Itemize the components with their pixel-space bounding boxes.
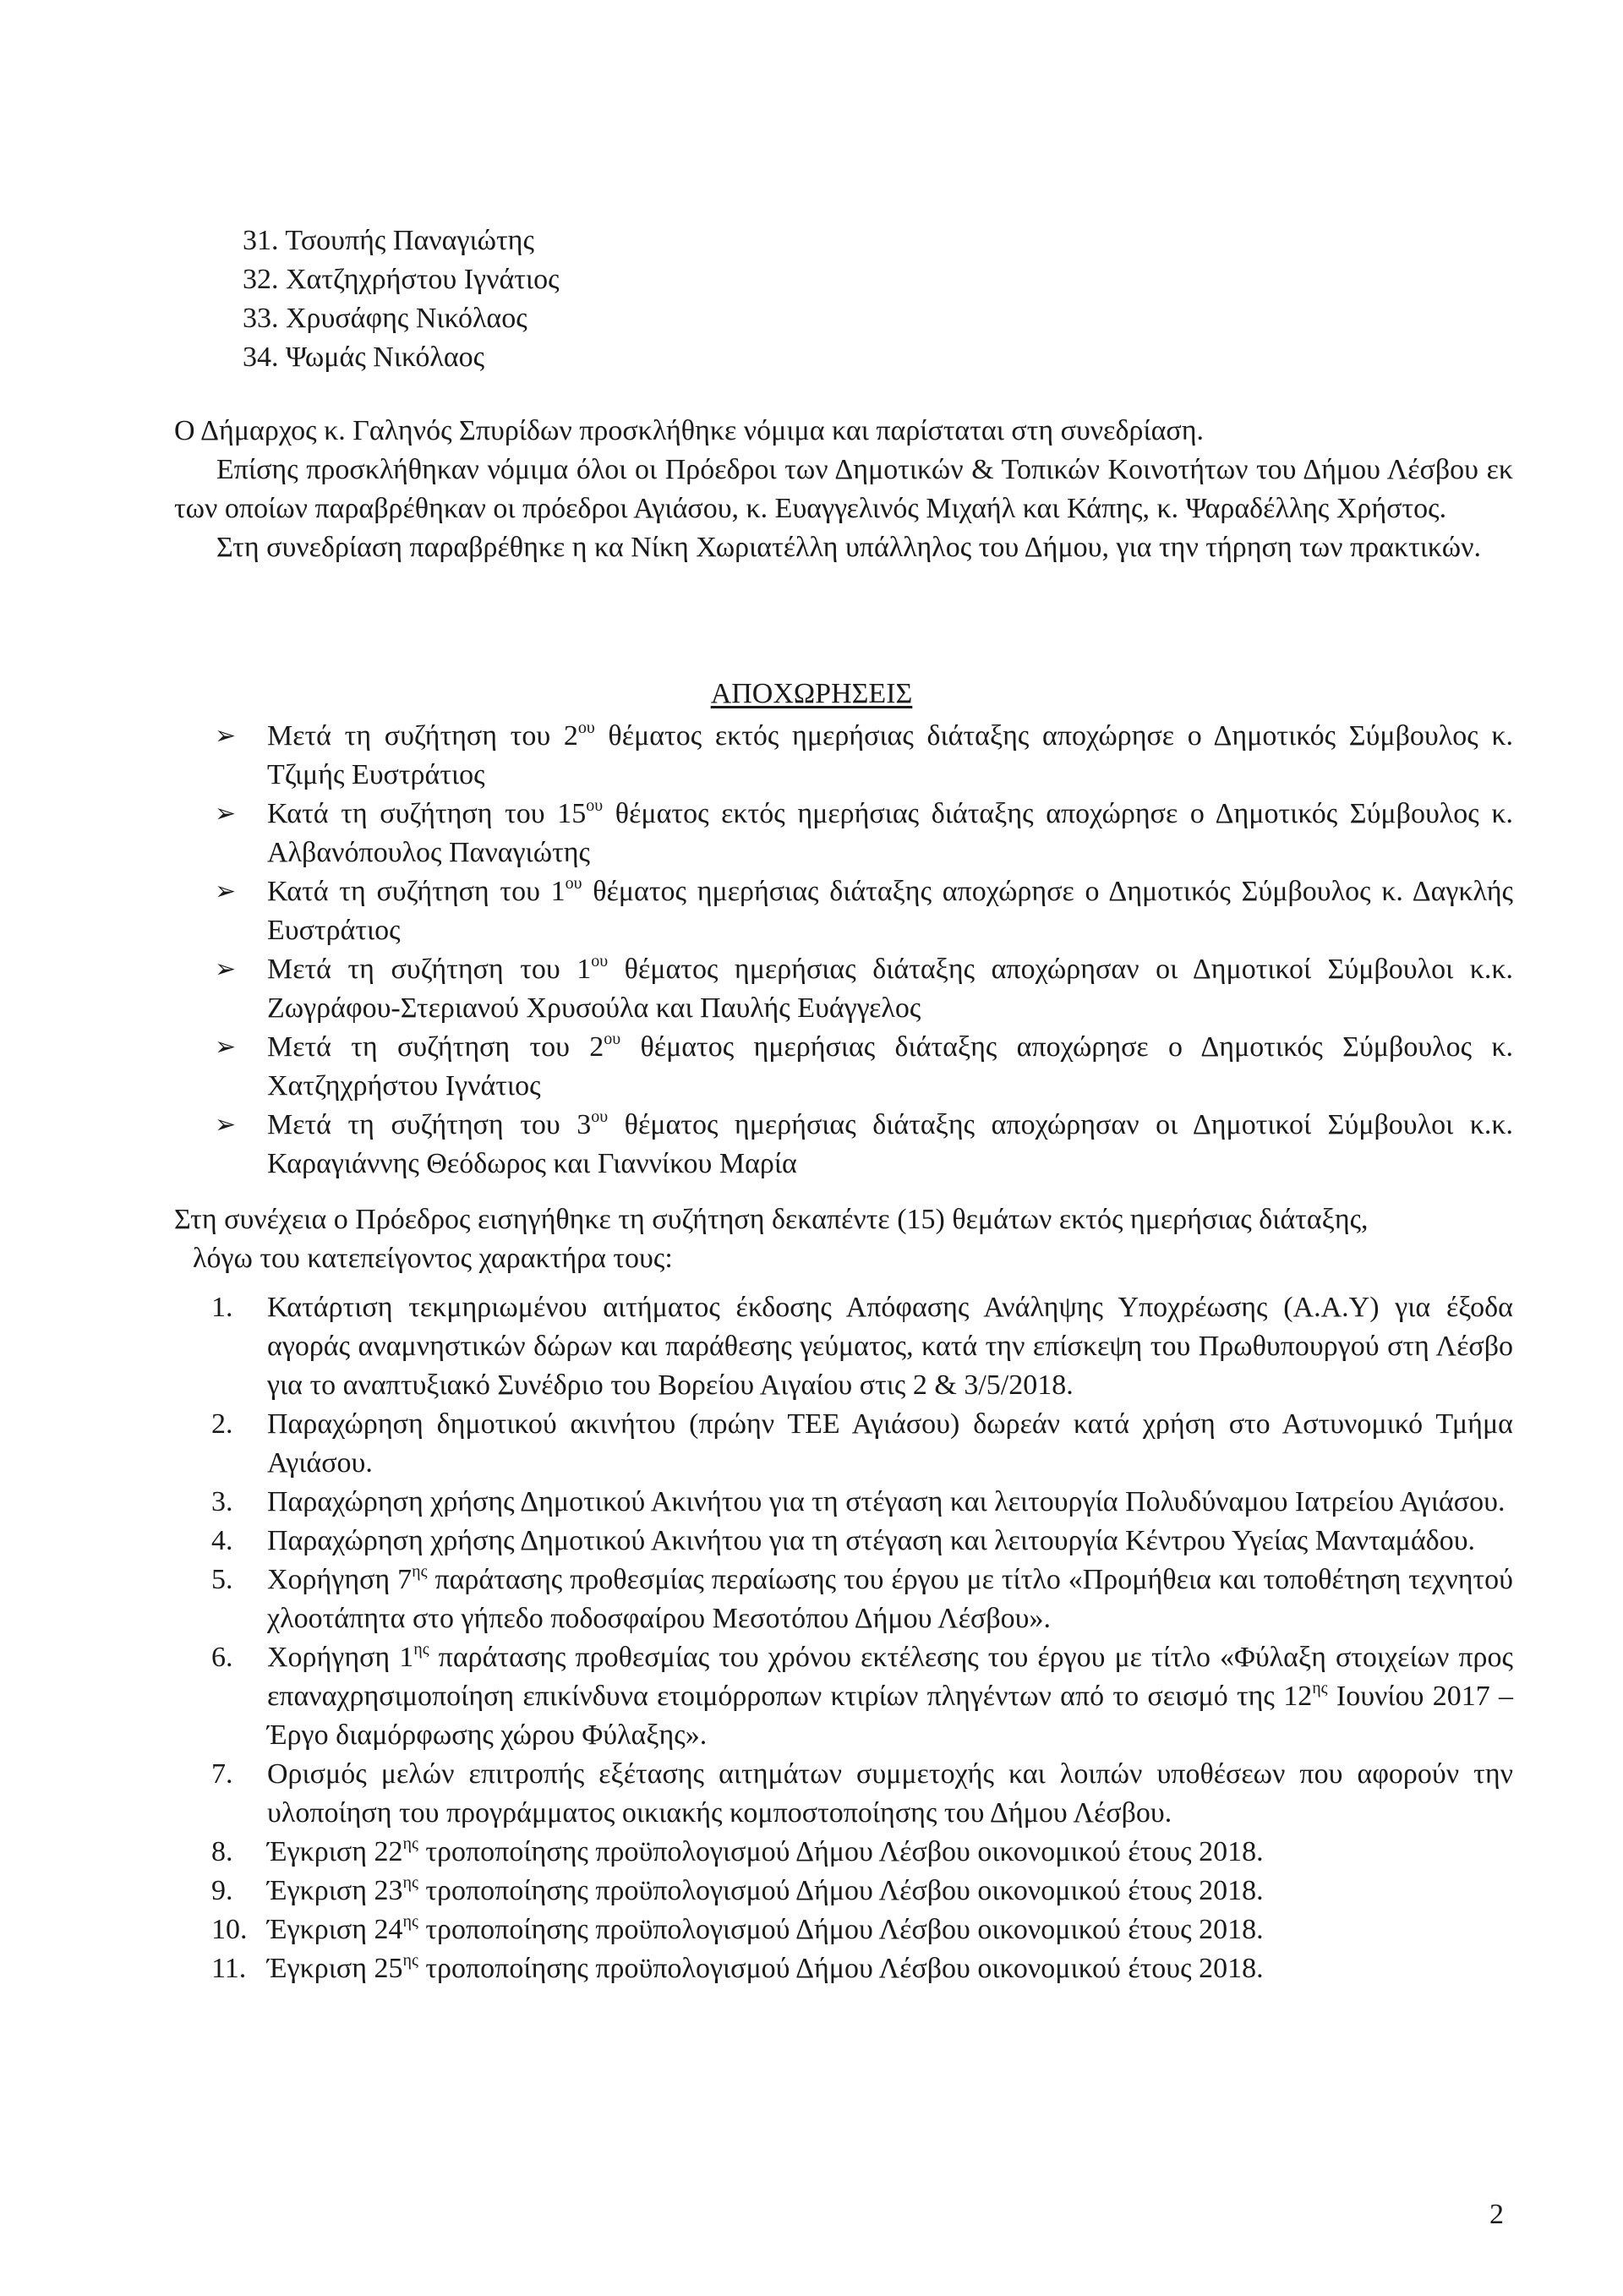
topic-number: 5. [211,1564,233,1595]
member-number: 33. [243,303,279,334]
withdrawal-text: Μετά τη συζήτηση του 2 [267,720,578,752]
topic-text: Χορήγηση 7 [267,1564,413,1595]
ordinal-suffix: ης [402,1912,418,1931]
ordinal-suffix: ου [586,796,604,815]
withdrawal-text: θέματος εκτός ημερήσιας διάταξης αποχώρησε ο Δημοτικός Σύμβουλος κ. Τζιμής Ευστράτιος [267,720,1513,790]
topic-item [211,1949,1513,1988]
topic-text: Παραχώρηση δημοτικού ακινήτου (πρώην ΤΕΕ Αγιάσου) δωρεάν κατά χρήση στο Αστυνομικό Τμήμα Αγιάσου. [267,1408,1513,1479]
topic-item [211,1405,1513,1483]
withdrawal-text: θέματος ημερήσιας διάταξης αποχώρησε ο Δημοτικός Σύμβουλος κ. Δαγκλής Ευστράτιος [267,876,1513,946]
topic-item [211,1522,1513,1561]
urgent-topics-list [211,1288,1513,1988]
withdrawals-heading: ΑΠΟΧΩΡΗΣΕΙΣ [710,678,913,709]
withdrawal-text: Μετά τη συζήτηση του 2 [267,1031,604,1063]
topic-text: τροποποίησης προϋπολογισμού Δήμου Λέσβου οικονομικού έτους 2018. [418,1836,1264,1867]
withdrawal-item [211,1028,1513,1106]
topic-item [211,1483,1513,1522]
arrow-bullet-icon: ➢ [215,721,237,751]
ordinal-suffix: ης [402,1834,418,1853]
council-members-list [243,221,560,377]
page-number: 2 [1489,2199,1504,2230]
member-number: 31. [243,225,279,256]
topic-number: 10. [211,1914,248,1945]
topic-text: τροποποίησης προϋπολογισμού Δήμου Λέσβου οικονομικού έτους 2018. [418,1914,1264,1945]
withdrawal-item [211,950,1513,1028]
topic-number: 4. [211,1525,233,1556]
withdrawal-item [211,717,1513,795]
withdrawal-text: Κατά τη συζήτηση του 15 [267,798,587,829]
topic-text: Ορισμός μελών επιτροπής εξέτασης αιτημάτων συμμετοχής και λοιπών υποθέσεων που αφορούν την υλοποίηση του προγράμματος οικιακής κομποστοποίησης του Δήμου Λέσβου. [267,1758,1513,1829]
member-number: 34. [243,342,279,373]
ordinal-suffix: ου [604,1030,621,1048]
topic-text: Έγκριση 22 [267,1836,403,1867]
withdrawal-text: Κατά τη συζήτηση του 1 [267,876,566,907]
intro-line: Στη συνέχεια ο Πρόεδρος εισηγήθηκε τη συζήτηση δεκαπέντε (15) θεμάτων εκτός ημερήσιας διάταξης, [174,1204,1369,1235]
topic-text: Ιουνίου 2017 – Έργο διαμόρφωσης χώρου Φύλαξης». [267,1681,1513,1751]
ordinal-suffix: ης [413,1640,429,1659]
agenda-intro [174,1200,1513,1278]
topic-text: Έγκριση 23 [267,1875,403,1906]
withdrawals-list [211,717,1513,1184]
topic-number: 7. [211,1758,233,1790]
member-number: 32. [243,264,279,295]
ordinal-suffix: ης [402,1951,418,1970]
topic-item [211,1833,1513,1872]
withdrawal-text: θέματος ημερήσιας διάταξης αποχώρησε ο Δημοτικός Σύμβουλος κ. Χατζηχρήστου Ιγνάτιος [267,1031,1514,1102]
attendance-paragraphs [174,412,1513,567]
member-name: Χατζηχρήστου Ιγνάτιος [286,264,560,295]
topic-text: Έγκριση 25 [267,1953,403,1984]
intro-line: λόγω του κατεπείγοντος χαρακτήρα τους: [193,1243,673,1274]
topic-text: τροποποίησης προϋπολογισμού Δήμου Λέσβου οικονομικού έτους 2018. [418,1875,1264,1906]
topic-text: Κατάρτιση τεκμηριωμένου αιτήματος έκδοσης Απόφασης Ανάληψης Υποχρέωσης (Α.Α.Υ) για έξοδα αγοράς αναμνηστικών δώρων και παράθεσης γεύματος, κατά την επίσκεψη του Πρωθυπουργού στη Λέσβο για το αναπτυξιακό Συνέδριο του Βορείου Αιγαίου στις 2 & 3/5/2018. [267,1292,1513,1401]
topic-text: τροποποίησης προϋπολογισμού Δήμου Λέσβου οικονομικού έτους 2018. [418,1953,1264,1984]
ordinal-suffix: ου [591,1107,609,1126]
topic-text: Παραχώρηση χρήσης Δημοτικού Ακινήτου για τη στέγαση και λειτουργία Πολυδύναμου Ιατρείου Αγιάσου. [267,1486,1506,1517]
member-item [243,221,560,260]
member-name: Ψωμάς Νικόλαος [286,342,485,373]
member-item [243,260,560,299]
arrow-bullet-icon: ➢ [215,1110,237,1140]
topic-number: 6. [211,1642,233,1673]
arrow-bullet-icon: ➢ [215,877,237,906]
withdrawal-text: Μετά τη συζήτηση του 1 [267,954,592,985]
withdrawal-text: θέματος ημερήσιας διάταξης αποχώρησαν οι Δημοτικοί Σύμβουλοι κ.κ. Ζωγράφου-Στεριανού Χρυσούλα και Παυλής Ευάγγελος [267,954,1514,1024]
member-name: Χρυσάφης Νικόλαος [286,303,527,334]
withdrawal-item [211,872,1513,950]
minutes-paragraph: Στη συνεδρίαση παραβρέθηκε η κα Νίκη Χωριατέλλη υπάλληλος του Δήμου, για την τήρηση των πρακτικών. [216,532,1481,563]
withdrawal-text: θέματος ημερήσιας διάταξης αποχώρησαν οι Δημοτικοί Σύμβουλοι κ.κ. Καραγιάννης Θεόδωρος και Γιαννίκου Μαρία [267,1109,1514,1179]
topic-number: 8. [211,1836,233,1867]
arrow-bullet-icon: ➢ [215,1032,237,1062]
member-item [243,299,560,338]
withdrawal-text: θέματος εκτός ημερήσιας διάταξης αποχώρησε ο Δημοτικός Σύμβουλος κ. Αλβανόπουλος Παναγιώτης [267,798,1513,868]
withdrawal-text: Μετά τη συζήτηση του 3 [267,1109,592,1140]
withdrawal-item [211,795,1513,872]
ordinal-suffix: ου [577,719,595,737]
topic-item [211,1872,1513,1911]
topic-number: 9. [211,1875,233,1906]
topic-item [211,1288,1513,1405]
withdrawal-item [211,1106,1513,1184]
topic-text: Έγκριση 24 [267,1914,403,1945]
topic-text: Χορήγηση 1 [267,1642,414,1673]
topic-number: 1. [211,1292,233,1323]
member-name: Τσουπής Παναγιώτης [285,225,534,256]
topic-item [211,1755,1513,1833]
topic-text: παράτασης προθεσμίας περαίωσης του έργου με τίτλο «Προμήθεια και τοποθέτηση τεχνητού χλοοτάπητα στο γήπεδο ποδοσφαίρου Μεσοτόπου Δήμου Λέσβου». [267,1564,1513,1634]
ordinal-suffix: ου [565,874,582,893]
topic-item [211,1638,1513,1755]
arrow-bullet-icon: ➢ [215,799,237,828]
arrow-bullet-icon: ➢ [215,954,237,984]
mayor-paragraph: Ο Δήμαρχος κ. Γαληνός Σπυρίδων προσκλήθηκε νόμιμα και παρίσταται στη συνεδρίαση. [174,415,1205,446]
ordinal-suffix: ης [1312,1679,1328,1697]
ordinal-suffix: ης [412,1562,428,1581]
topic-item [211,1911,1513,1949]
presidents-paragraph: Επίσης προσκλήθηκαν νόμιμα όλοι οι Πρόεδροι των Δημοτικών & Τοπικών Κοινοτήτων του Δήμου Λέσβου εκ των οποίων παραβρέθηκαν οι πρόεδροι Αγιάσου, κ. Ευαγγελινός Μιχαήλ και Κάπης, κ. Ψαραδέλλης Χρήστος. [174,454,1513,524]
member-item [243,338,560,377]
ordinal-suffix: ου [591,952,609,970]
topic-number: 3. [211,1486,233,1517]
topic-item [211,1561,1513,1638]
ordinal-suffix: ης [402,1873,418,1892]
topic-text: Παραχώρηση χρήσης Δημοτικού Ακινήτου για τη στέγαση και λειτουργία Κέντρου Υγείας Μανταμάδου. [267,1525,1476,1556]
topic-number: 2. [211,1408,233,1440]
topic-number: 11. [211,1953,247,1984]
topic-text: παράτασης προθεσμίας του χρόνου εκτέλεσης του έργου με τίτλο «Φύλαξη στοιχείων προς επαναχρησιμοποίηση επικίνδυνα ετοιμόρροπων κτιρίων πληγέντων από το σεισμό της 12 [267,1642,1513,1712]
